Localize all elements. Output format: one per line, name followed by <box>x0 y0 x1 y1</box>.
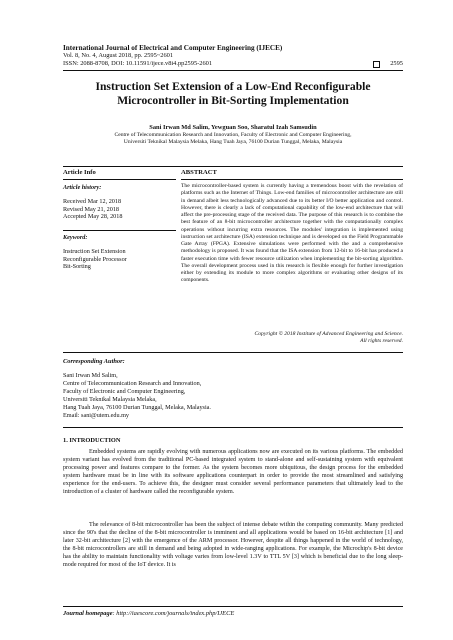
copyright <box>181 331 403 346</box>
journal-name: International Journal of Electrical and Computer Engineering (IJECE) <box>63 44 283 52</box>
section-heading: 1. INTRODUCTION <box>63 437 121 444</box>
affiliation-line: Centre of Telecommunication Research and Innovation, Faculty of Electronic and Computer Engineering, <box>114 132 352 138</box>
authors: Sani Irwan Md Salim, Yewguan Soo, Sharatul Izah Samsudin <box>149 124 317 131</box>
issn-doi: ISSN: 2088-8708, DOI: 10.11591/ijece.v8i4.pp2595-2601 <box>63 60 213 67</box>
journal-header <box>63 44 403 68</box>
volume-line: Vol. 8, No. 4, August 2018, pp. 2595~2601 <box>63 52 174 59</box>
header-rule <box>63 70 403 71</box>
square-icon <box>373 61 380 68</box>
intro-paragraph: Embedded systems are rapidly evolving with numerous applications now are executed on its various platforms. The embedded system variant has evolved from the traditional PC-based integrated system to stand-alone and self-sustaining system with equivalent processing power and features compare to the former. As the system becomes more ubiquitous, the design process for the embedded system hardware must be in line with its software applications counterpart in order to provide the most streamlined and satisfying experience for the end-users. To achieve this, the designer must consider several performance parameters that ultimately lead to the introduction of a cluster of hardware called the reconfigurable system. <box>63 449 403 496</box>
article-info-heading: Article Info <box>63 169 96 176</box>
article-history <box>63 198 122 221</box>
abstract-heading: ABSTRACT <box>181 169 217 176</box>
section-bottom-rule <box>63 352 403 353</box>
keyword-label: Keyword: <box>63 234 88 241</box>
history-divider <box>63 230 176 231</box>
paper-title <box>63 80 403 108</box>
title-line: Instruction Set Extension of a Low-End Reconfigurable <box>95 80 371 93</box>
history-revised: Revised May 21, 2018 <box>63 205 120 213</box>
keyword-item: Reconfigurable Processor <box>63 255 127 263</box>
affiliation-line: Universiti Teknikal Malaysia Melaka, Hang Tuah Jaya, 76100 Durian Tunggal, Melaka, Malaysia <box>123 139 343 145</box>
keyword-item: Bit-Sorting <box>63 263 91 271</box>
history-received: Received Mar 12, 2018 <box>63 198 122 205</box>
copyright-line: Copyright © 2018 Institute of Advanced Engineering and Science. <box>254 331 403 337</box>
corresponding-line: Centre of Telecommunication Research and Innovation, <box>63 380 202 387</box>
keyword-item: Instruction Set Extension <box>63 248 126 255</box>
abstract-text: The microcontroller-based system is currently having a tremendous boost with the revelation of platforms such as the Internet of Things. Low-end families of microcontroller architecture are still in demand albeit less technologically advanced due to its better I/O better application and control. However, there is clearly a lack of computational capability of the low-end architecture that will affect the pre-processing stage of the received data. The purpose of this research is to combine the best feature of an 8-bit microcontroller architecture together with the computationally complex operations without incurring extra resources. The modules' integration is implemented using instruction set architecture (ISA) extension technique and is developed on the Field Programmable Gate Array (FPGA). Extensive simulations were performed with the and a comprehensive methodology is proposed. It was found that the ISA extension from 12-bit to 16-bit has produced a faster execution time with fewer resource utilization when implementing the bit-sorting algorithm. The overall development process used in this research is flexible enough for further investigation either by extending its module to more complex algorithms or evaluating other designs of its components. <box>181 183 403 284</box>
corresponding-rule <box>63 427 403 428</box>
journal-homepage-link[interactable]: : http://iaescore.com/journals/index.php/IJECE <box>112 610 235 617</box>
corresponding-details <box>63 372 363 420</box>
intro-paragraph: The relevance of 8-bit microcontroller has been the subject of intense debate within the computing community. Many predicted since the 90's that the decline of the 8-bit microcontroller is imminent and all applications would be based on 16-bit architecture [1] and later 32-bit architecture [2] with the emergence of the ARM processor. However, despite all things happened in the world of technology, the 8-bit microcontrollers are still in demand and being adopted in wide-ranging applications. For example, the Microchip's 8-bit device has the ability to maintain functionality with voltage varies from low-level 1.3V to TTL 5V [3] which is beneficial due to the long sleep-mode required for most of the IoT device. It is <box>63 522 403 569</box>
footer-rule <box>63 606 403 607</box>
page-number-group <box>373 60 403 68</box>
corresponding-line: Hang Tuah Jaya, 76100 Durian Tunggal, Melaka, Malaysia. <box>63 404 211 411</box>
article-info-rule <box>63 179 176 180</box>
title-line: Microcontroller in Bit-Sorting Implementation <box>117 94 349 107</box>
abstract-rule <box>181 179 403 180</box>
history-accepted: Accepted May 28, 2018 <box>63 213 123 221</box>
corresponding-line: Faculty of Electronic and Computer Engineering, <box>63 388 186 395</box>
copyright-line: All rights reserved. <box>360 338 403 345</box>
affiliation <box>63 132 403 146</box>
article-history-label: Article history: <box>63 184 102 191</box>
corresponding-email: Email: sani@utem.edu.my <box>63 412 130 419</box>
corresponding-line: Sani Irwan Md Salim, <box>63 372 118 379</box>
corresponding-line: Universiti Teknikal Malaysia Melaka, <box>63 396 157 403</box>
footer-label: Journal homepage <box>63 610 113 617</box>
keyword-list <box>63 248 127 271</box>
section-top-rule <box>63 166 403 167</box>
footer <box>63 610 234 617</box>
corresponding-label: Corresponding Author: <box>63 358 125 365</box>
issn-row <box>63 60 403 68</box>
page-number: 2595 <box>390 60 403 67</box>
